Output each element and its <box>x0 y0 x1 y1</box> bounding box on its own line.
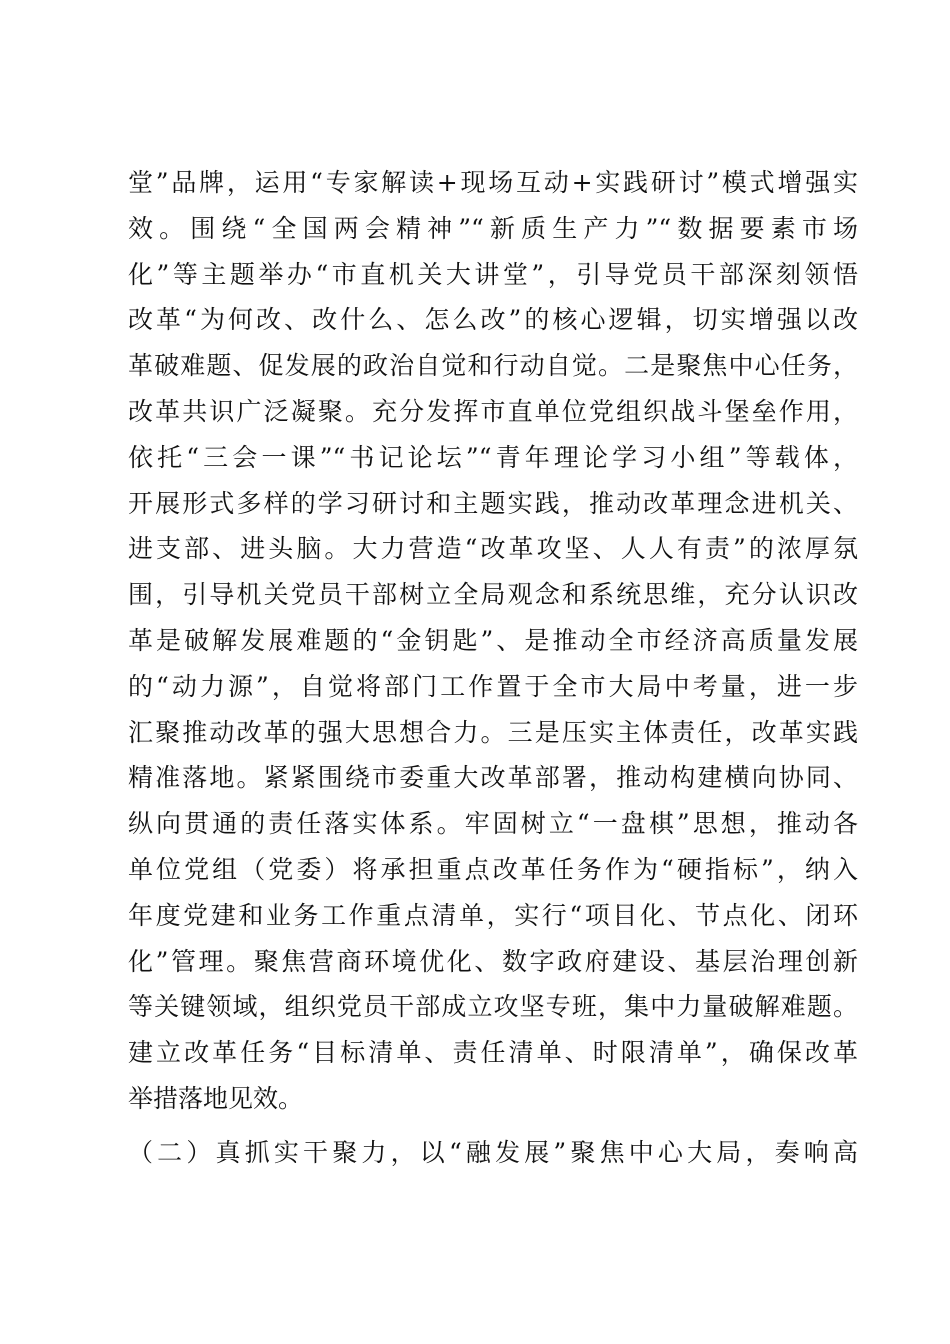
paragraph-line: 堂”品牌，运用“专家解读+现场互动+实践研讨”模式增强实 <box>128 168 858 197</box>
paragraph-line: 化”等主题举办“市直机关大讲堂”，引导党员干部深刻领悟 <box>128 259 858 289</box>
paragraph-line: 建立改革任务“目标清单、责任清单、时限清单”，确保改革 <box>128 1038 858 1068</box>
paragraph-line: 改革共识广泛凝聚。充分发挥市直单位党组织战斗堡垒作用， <box>128 396 858 426</box>
paragraph-line: 效。围绕“全国两会精神”“新质生产力”“数据要素市场 <box>128 213 858 243</box>
paragraph-line: 依托“三会一课”“书记论坛”“青年理论学习小组”等载体， <box>128 442 858 472</box>
paragraph-line: 的“动力源”，自觉将部门工作置于全市大局中考量，进一步 <box>128 671 858 701</box>
paragraph-line: 等关键领域，组织党员干部成立攻坚专班，集中力量破解难题。 <box>128 992 858 1022</box>
paragraph-line: 进支部、进头脑。大力营造“改革攻坚、人人有责”的浓厚氛 <box>128 534 858 564</box>
paragraph-line: 化”管理。聚焦营商环境优化、数字政府建设、基层治理创新 <box>128 946 858 976</box>
paragraph-line: 汇聚推动改革的强大思想合力。三是压实主体责任，改革实践 <box>128 717 858 747</box>
paragraph-line: 精准落地。紧紧围绕市委重大改革部署，推动构建横向协同、 <box>128 763 858 793</box>
paragraph-line: 革是破解发展难题的“金钥匙”、是推动全市经济高质量发展 <box>128 625 858 655</box>
paragraph-line: 年度党建和业务工作重点清单，实行“项目化、节点化、闭环 <box>128 900 858 930</box>
section-heading: （二）真抓实干聚力，以“融发展”聚焦中心大局，奏响高 <box>128 1137 858 1167</box>
paragraph-line: 举措落地见效。 <box>128 1083 304 1113</box>
paragraph-line: 开展形式多样的学习研讨和主题实践，推动改革理念进机关、 <box>128 488 858 518</box>
paragraph-line: 纵向贯通的责任落实体系。牢固树立“一盘棋”思想，推动各 <box>128 809 858 839</box>
paragraph-line: 革破难题、促发展的政治自觉和行动自觉。二是聚焦中心任务， <box>128 351 858 381</box>
paragraph-line: 改革“为何改、改什么、怎么改”的核心逻辑，切实增强以改 <box>128 305 858 335</box>
paragraph-line: 单位党组（党委）将承担重点改革任务作为“硬指标”，纳入 <box>128 854 858 884</box>
body-text <box>128 160 858 1176</box>
paragraph-line: 围，引导机关党员干部树立全局观念和系统思维，充分认识改 <box>128 580 858 610</box>
